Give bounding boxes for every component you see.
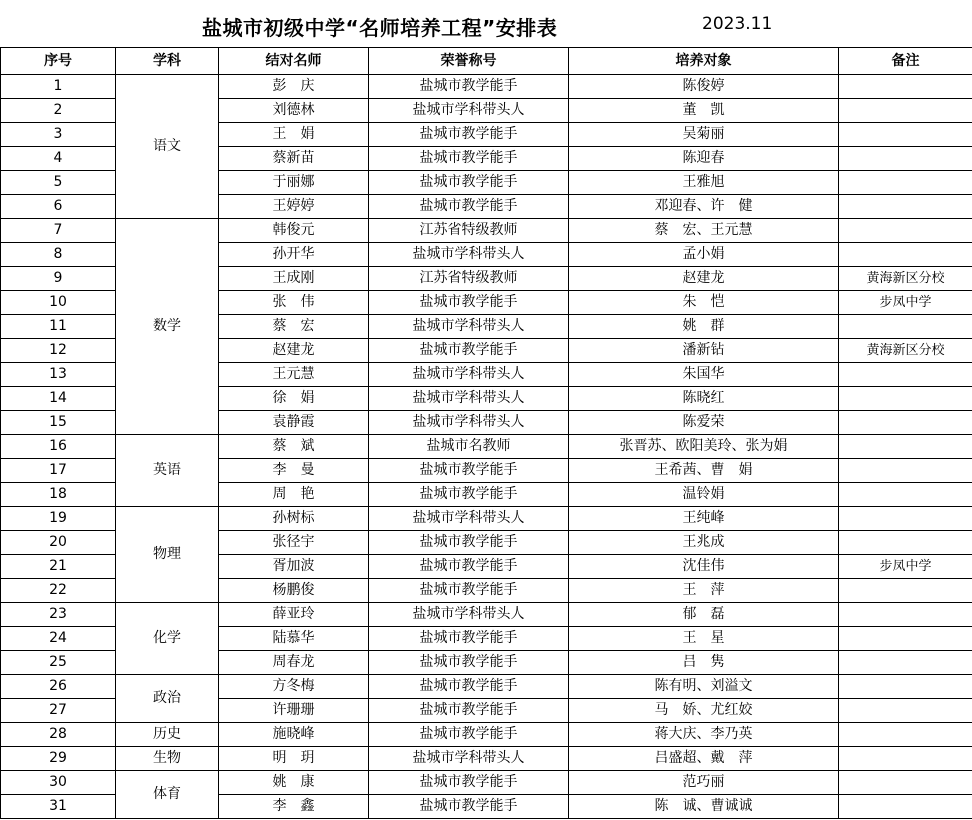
- honor-cell: 盐城市教学能手: [369, 339, 569, 363]
- honor-cell: 盐城市教学能手: [369, 579, 569, 603]
- teacher-cell: 孙开华: [219, 243, 369, 267]
- note-cell: [839, 627, 972, 651]
- trainee-cell: 蒋大庆、李乃英: [569, 723, 839, 747]
- trainee-cell: 王纯峰: [569, 507, 839, 531]
- honor-cell: 盐城市教学能手: [369, 291, 569, 315]
- table-row: [1, 435, 972, 459]
- honor-cell: 盐城市教学能手: [369, 723, 569, 747]
- row-number: 17: [1, 459, 116, 483]
- row-number: 1: [1, 75, 116, 99]
- note-cell: [839, 99, 972, 123]
- teacher-cell: 王元慧: [219, 363, 369, 387]
- honor-cell: 盐城市教学能手: [369, 675, 569, 699]
- row-number: 26: [1, 675, 116, 699]
- row-number: 16: [1, 435, 116, 459]
- row-number: 25: [1, 651, 116, 675]
- row-number: 14: [1, 387, 116, 411]
- trainee-cell: 潘新钻: [569, 339, 839, 363]
- note-cell: [839, 579, 972, 603]
- trainee-cell: 陈晓红: [569, 387, 839, 411]
- honor-cell: 盐城市教学能手: [369, 171, 569, 195]
- trainee-cell: 王希茜、曹 娟: [569, 459, 839, 483]
- honor-cell: 盐城市教学能手: [369, 459, 569, 483]
- row-number: 3: [1, 123, 116, 147]
- trainee-cell: 蔡 宏、王元慧: [569, 219, 839, 243]
- note-cell: 步凤中学: [839, 555, 972, 579]
- date-label: 2023.11: [702, 14, 773, 34]
- teacher-cell: 于丽娜: [219, 171, 369, 195]
- subject-cell: 生物: [116, 747, 219, 771]
- row-number: 12: [1, 339, 116, 363]
- note-cell: [839, 795, 972, 819]
- subject-cell: 英语: [116, 435, 219, 507]
- row-number: 5: [1, 171, 116, 195]
- note-cell: 黄海新区分校: [839, 267, 972, 291]
- honor-cell: 盐城市教学能手: [369, 531, 569, 555]
- honor-cell: 盐城市学科带头人: [369, 411, 569, 435]
- teacher-cell: 李 曼: [219, 459, 369, 483]
- trainee-cell: 孟小娟: [569, 243, 839, 267]
- trainee-cell: 沈佳伟: [569, 555, 839, 579]
- trainee-cell: 王雅旭: [569, 171, 839, 195]
- row-number: 6: [1, 195, 116, 219]
- header-trainee: 培养对象: [569, 48, 839, 75]
- row-number: 20: [1, 531, 116, 555]
- trainee-cell: 王兆成: [569, 531, 839, 555]
- teacher-cell: 李 鑫: [219, 795, 369, 819]
- row-number: 8: [1, 243, 116, 267]
- teacher-cell: 杨鹏俊: [219, 579, 369, 603]
- honor-cell: 盐城市教学能手: [369, 195, 569, 219]
- honor-cell: 盐城市教学能手: [369, 555, 569, 579]
- teacher-cell: 陆慕华: [219, 627, 369, 651]
- honor-cell: 盐城市学科带头人: [369, 747, 569, 771]
- note-cell: [839, 675, 972, 699]
- trainee-cell: 张晋苏、欧阳美玲、张为娟: [569, 435, 839, 459]
- row-number: 31: [1, 795, 116, 819]
- honor-cell: 盐城市教学能手: [369, 627, 569, 651]
- teacher-cell: 彭 庆: [219, 75, 369, 99]
- teacher-cell: 蔡新苗: [219, 147, 369, 171]
- row-number: 18: [1, 483, 116, 507]
- honor-cell: 盐城市名教师: [369, 435, 569, 459]
- teacher-cell: 韩俊元: [219, 219, 369, 243]
- teacher-cell: 王成刚: [219, 267, 369, 291]
- table-row: [1, 219, 972, 243]
- table-row: [1, 603, 972, 627]
- honor-cell: 盐城市教学能手: [369, 699, 569, 723]
- note-cell: [839, 459, 972, 483]
- trainee-cell: 陈 诚、曹诚诚: [569, 795, 839, 819]
- teacher-cell: 方冬梅: [219, 675, 369, 699]
- teacher-cell: 徐 娟: [219, 387, 369, 411]
- honor-cell: 盐城市教学能手: [369, 795, 569, 819]
- trainee-cell: 王 萍: [569, 579, 839, 603]
- row-number: 9: [1, 267, 116, 291]
- row-number: 15: [1, 411, 116, 435]
- row-number: 21: [1, 555, 116, 579]
- title-bar: [0, 0, 972, 47]
- table-body: [1, 75, 972, 819]
- row-number: 30: [1, 771, 116, 795]
- honor-cell: 盐城市教学能手: [369, 771, 569, 795]
- row-number: 4: [1, 147, 116, 171]
- row-number: 28: [1, 723, 116, 747]
- trainee-cell: 邓迎春、许 健: [569, 195, 839, 219]
- subject-cell: 数学: [116, 219, 219, 435]
- note-cell: [839, 147, 972, 171]
- teacher-cell: 许珊珊: [219, 699, 369, 723]
- row-number: 7: [1, 219, 116, 243]
- teacher-cell: 刘德林: [219, 99, 369, 123]
- note-cell: [839, 411, 972, 435]
- trainee-cell: 郁 磊: [569, 603, 839, 627]
- honor-cell: 盐城市教学能手: [369, 147, 569, 171]
- header-note: 备注: [839, 48, 972, 75]
- honor-cell: 盐城市教学能手: [369, 483, 569, 507]
- trainee-cell: 陈爱荣: [569, 411, 839, 435]
- subject-cell: 政治: [116, 675, 219, 723]
- note-cell: [839, 123, 972, 147]
- teacher-cell: 赵建龙: [219, 339, 369, 363]
- honor-cell: 盐城市学科带头人: [369, 363, 569, 387]
- trainee-cell: 陈有明、刘溢文: [569, 675, 839, 699]
- trainee-cell: 赵建龙: [569, 267, 839, 291]
- subject-cell: 语文: [116, 75, 219, 219]
- note-cell: [839, 747, 972, 771]
- honor-cell: 盐城市学科带头人: [369, 99, 569, 123]
- row-number: 29: [1, 747, 116, 771]
- note-cell: [839, 507, 972, 531]
- teacher-cell: 张 伟: [219, 291, 369, 315]
- row-number: 22: [1, 579, 116, 603]
- teacher-cell: 薛亚玲: [219, 603, 369, 627]
- note-cell: [839, 483, 972, 507]
- trainee-cell: 陈迎春: [569, 147, 839, 171]
- table-row: [1, 75, 972, 99]
- teacher-cell: 孙树标: [219, 507, 369, 531]
- teacher-cell: 姚 康: [219, 771, 369, 795]
- teacher-cell: 蔡 宏: [219, 315, 369, 339]
- row-number: 24: [1, 627, 116, 651]
- trainee-cell: 董 凯: [569, 99, 839, 123]
- header-honor: 荣誉称号: [369, 48, 569, 75]
- teacher-cell: 胥加波: [219, 555, 369, 579]
- trainee-cell: 姚 群: [569, 315, 839, 339]
- honor-cell: 盐城市学科带头人: [369, 507, 569, 531]
- honor-cell: 盐城市学科带头人: [369, 243, 569, 267]
- note-cell: [839, 699, 972, 723]
- note-cell: [839, 243, 972, 267]
- arrangement-table: [0, 47, 972, 819]
- trainee-cell: 马 娇、尤红姣: [569, 699, 839, 723]
- note-cell: 黄海新区分校: [839, 339, 972, 363]
- note-cell: [839, 195, 972, 219]
- note-cell: [839, 387, 972, 411]
- header-subject: 学科: [116, 48, 219, 75]
- header-row: [1, 48, 972, 75]
- honor-cell: 盐城市学科带头人: [369, 315, 569, 339]
- note-cell: [839, 171, 972, 195]
- table-row: [1, 507, 972, 531]
- teacher-cell: 明 玥: [219, 747, 369, 771]
- honor-cell: 江苏省特级教师: [369, 219, 569, 243]
- teacher-cell: 蔡 斌: [219, 435, 369, 459]
- honor-cell: 江苏省特级教师: [369, 267, 569, 291]
- note-cell: [839, 651, 972, 675]
- row-number: 10: [1, 291, 116, 315]
- row-number: 2: [1, 99, 116, 123]
- note-cell: [839, 75, 972, 99]
- note-cell: [839, 771, 972, 795]
- note-cell: [839, 603, 972, 627]
- note-cell: [839, 363, 972, 387]
- trainee-cell: 朱 恺: [569, 291, 839, 315]
- teacher-cell: 王婷婷: [219, 195, 369, 219]
- trainee-cell: 王 星: [569, 627, 839, 651]
- header-no: 序号: [1, 48, 116, 75]
- row-number: 13: [1, 363, 116, 387]
- table-row: [1, 771, 972, 795]
- trainee-cell: 陈俊婷: [569, 75, 839, 99]
- honor-cell: 盐城市教学能手: [369, 123, 569, 147]
- teacher-cell: 周 艳: [219, 483, 369, 507]
- table-row: [1, 747, 972, 771]
- honor-cell: 盐城市教学能手: [369, 651, 569, 675]
- subject-cell: 物理: [116, 507, 219, 603]
- honor-cell: 盐城市教学能手: [369, 75, 569, 99]
- note-cell: [839, 435, 972, 459]
- row-number: 27: [1, 699, 116, 723]
- honor-cell: 盐城市学科带头人: [369, 387, 569, 411]
- trainee-cell: 温铃娟: [569, 483, 839, 507]
- note-cell: 步凤中学: [839, 291, 972, 315]
- teacher-cell: 王 娟: [219, 123, 369, 147]
- subject-cell: 历史: [116, 723, 219, 747]
- row-number: 23: [1, 603, 116, 627]
- table-row: [1, 675, 972, 699]
- honor-cell: 盐城市学科带头人: [369, 603, 569, 627]
- row-number: 11: [1, 315, 116, 339]
- subject-cell: 体育: [116, 771, 219, 819]
- teacher-cell: 施晓峰: [219, 723, 369, 747]
- note-cell: [839, 531, 972, 555]
- header-teacher: 结对名师: [219, 48, 369, 75]
- teacher-cell: 周春龙: [219, 651, 369, 675]
- subject-cell: 化学: [116, 603, 219, 675]
- note-cell: [839, 723, 972, 747]
- trainee-cell: 范巧丽: [569, 771, 839, 795]
- note-cell: [839, 315, 972, 339]
- row-number: 19: [1, 507, 116, 531]
- table-row: [1, 723, 972, 747]
- trainee-cell: 朱国华: [569, 363, 839, 387]
- teacher-cell: 袁静霞: [219, 411, 369, 435]
- page-title: 盐城市初级中学“名师培养工程”安排表: [202, 16, 558, 40]
- trainee-cell: 吕盛超、戴 萍: [569, 747, 839, 771]
- note-cell: [839, 219, 972, 243]
- trainee-cell: 吴菊丽: [569, 123, 839, 147]
- teacher-cell: 张径宇: [219, 531, 369, 555]
- trainee-cell: 吕 隽: [569, 651, 839, 675]
